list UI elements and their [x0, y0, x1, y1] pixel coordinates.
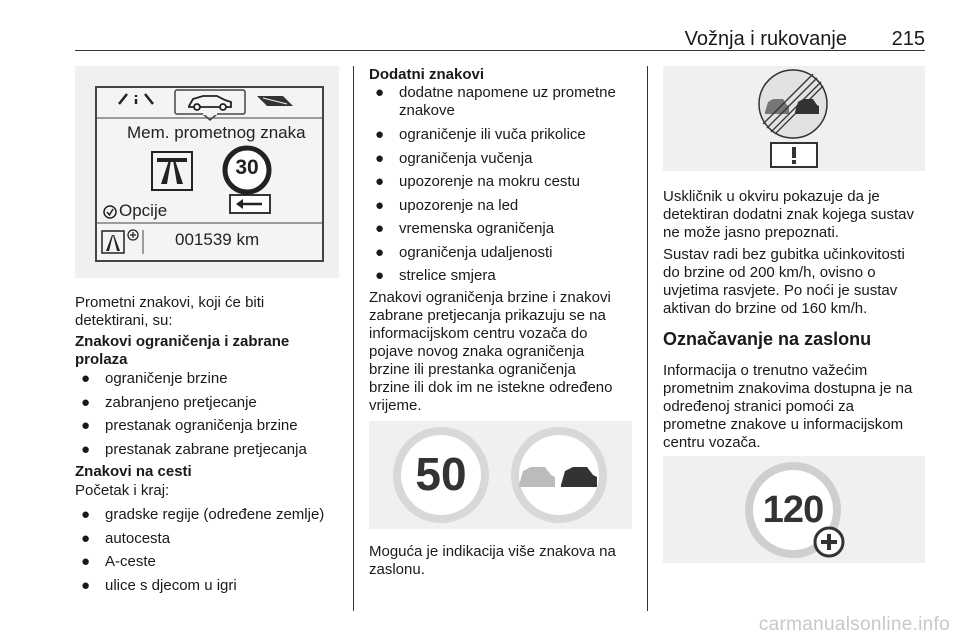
signs-graphics — [369, 421, 632, 529]
check-icon — [104, 206, 116, 218]
paragraph-line: zabrane pretjecanja prikazuju se na — [369, 307, 606, 324]
section-title: Vožnja i rukovanje — [684, 28, 847, 50]
sign-graphics — [663, 66, 925, 171]
paragraph-line: prometnim znakovima dostupna je na — [663, 380, 913, 397]
column-divider-2 — [647, 66, 648, 611]
end-of-restriction-sign-icon — [759, 70, 827, 138]
paragraph-line: aktivan do brzine od 160 km/h. — [663, 300, 868, 317]
paragraph-line: Moguća je indikacija više znakova na — [369, 543, 616, 560]
info-center-screen — [95, 86, 324, 262]
sign-speed-value: 120 — [762, 489, 824, 531]
exclamation-box-icon — [771, 143, 817, 167]
column-divider-1 — [353, 66, 354, 611]
menu-title: Mem. prometnog znaka — [127, 123, 306, 142]
paragraph-line: ne može jasno prepoznati. — [663, 224, 839, 241]
plus-circle-icon — [128, 230, 138, 240]
paragraph-line: uvjetima rasvjete. Po noći je sustav — [663, 282, 898, 299]
paragraph-line: centru vozača. — [663, 434, 761, 451]
road-signs-intro: Početak i kraj: — [75, 482, 170, 499]
paragraph-line: detektiran dodatni znak kojega sustav — [663, 206, 914, 223]
heading-speed-signs-cont: prolaza — [75, 351, 128, 368]
speed-limit-value: 30 — [235, 156, 259, 179]
odometer-reading: 001539 km — [175, 230, 260, 249]
speed-120-figure — [663, 456, 925, 563]
paragraph-line: vrijeme. — [369, 397, 422, 414]
paragraph-line: pojave novog znaka ograničenja — [369, 343, 585, 360]
section-heading: Označavanje na zaslonu — [663, 329, 872, 349]
paragraph-line: Informacija o trenutno važećim — [663, 362, 868, 379]
paragraph-line: Uskličnik u okviru pokazuje da je — [663, 188, 880, 205]
multiple-signs-figure — [369, 421, 632, 529]
motorway-sign-icon — [152, 152, 192, 190]
paragraph-line: brzine ili prestanka ograničenja — [369, 361, 576, 378]
paragraph-line: zaslonu. — [369, 561, 425, 578]
sign-speed-value: 50 — [415, 448, 467, 500]
heading-speed-signs: Znakovi ograničenja i zabrane — [75, 333, 290, 350]
heading-road-signs: Znakovi na cesti — [75, 463, 192, 480]
driver-info-display-figure — [75, 66, 339, 278]
direction-arrow-icon — [230, 195, 270, 213]
paragraph-line: prometne znakove u informacijskom — [663, 416, 904, 433]
paragraph-line: određenoj stranici pomoći za — [663, 398, 854, 415]
paragraph-line: informacijskom centru vozača do — [369, 325, 588, 342]
paragraph-line: do brzine od 200 km/h, ovisno o — [663, 264, 876, 281]
road-icon — [119, 94, 153, 104]
list-item-cont: znakove — [399, 102, 455, 119]
selected-tab — [175, 90, 245, 114]
intro-line-1: Prometni znakovi, koji će biti — [75, 294, 265, 311]
heading-additional-signs: Dodatni znakovi — [369, 66, 485, 83]
paragraph-line: Sustav radi bez gubitka učinkovitosti — [663, 246, 905, 263]
page-header — [75, 28, 925, 50]
page-number: 215 — [891, 28, 925, 50]
small-motorway-icon — [102, 231, 124, 253]
end-no-overtaking-figure — [663, 66, 925, 171]
intro-line-2: detektirani, su: — [75, 312, 173, 329]
no-overtaking-sign-icon — [511, 427, 607, 523]
tire-icon — [257, 96, 293, 106]
paragraph-line: Znakovi ograničenja brzine i znakovi — [369, 289, 611, 306]
paragraph-line: brzine ili dok im ne istekne određeno — [369, 379, 613, 396]
options-label: Opcije — [119, 201, 168, 220]
header-divider — [75, 50, 925, 51]
watermark: carmanualsonline.info — [758, 614, 950, 635]
